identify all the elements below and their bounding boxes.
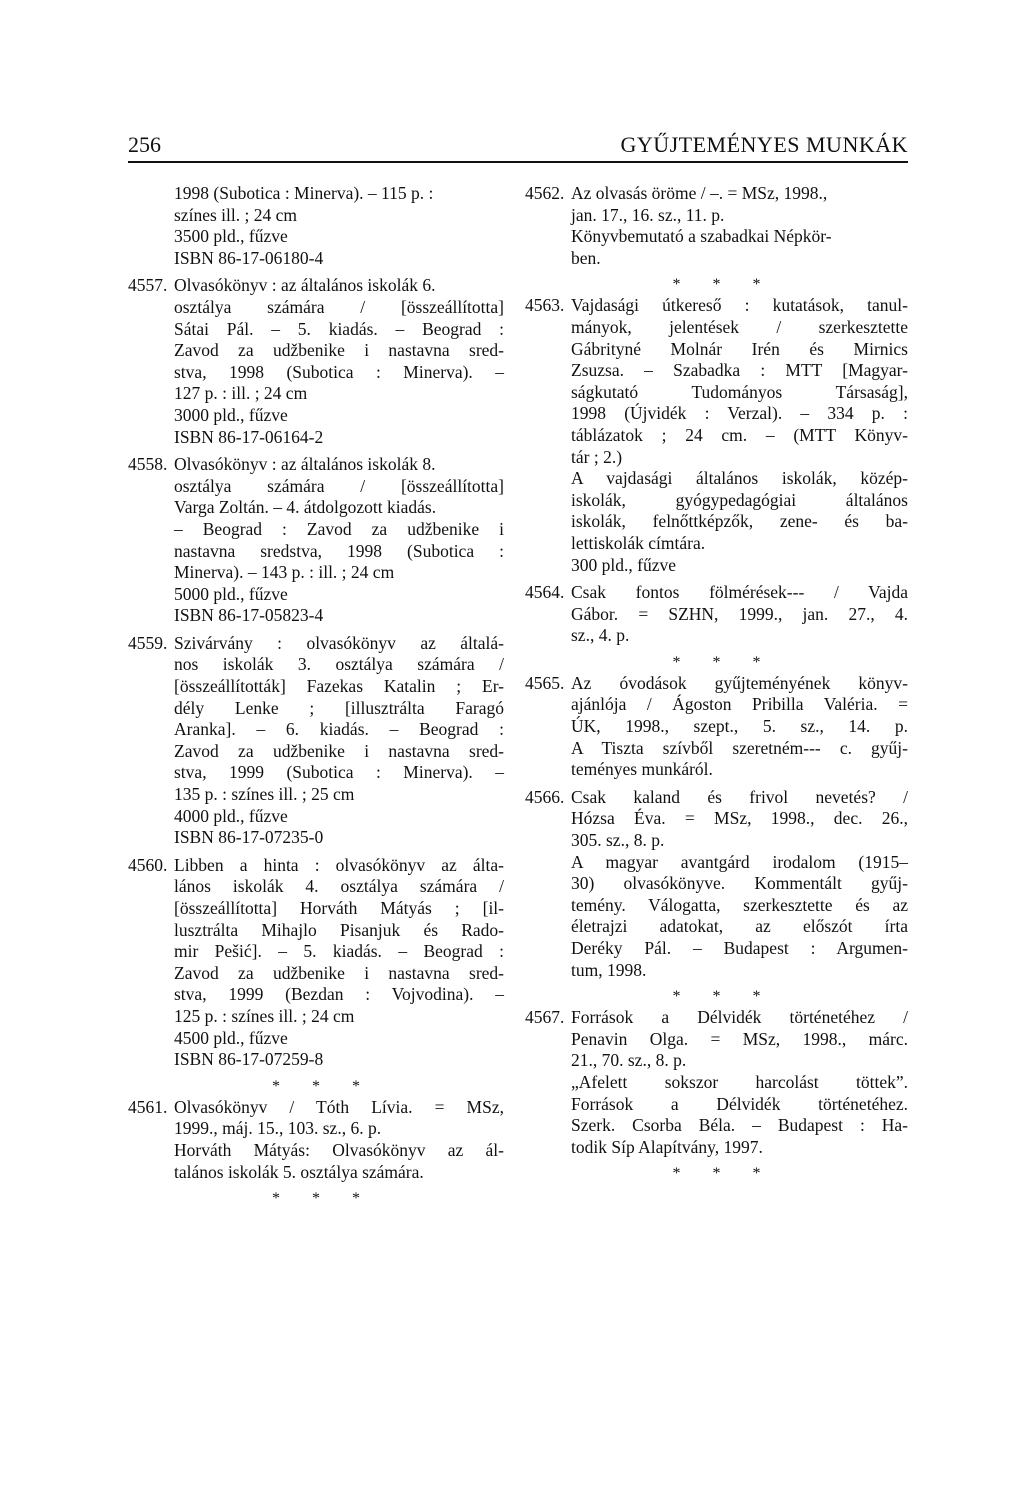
entry-line: ISBN 86-17-05823-4	[174, 605, 324, 626]
entry-line: osztálya számára / [összeállította]	[174, 296, 504, 317]
entry-line: táblázatok ; 24 cm. – (MTT Könyv-	[571, 424, 908, 445]
bibliography-entry	[128, 275, 504, 448]
bibliography-entry	[525, 673, 908, 781]
entry-line: jan. 17., 16. sz., 11. p.	[571, 204, 725, 225]
entry-number: 4561.	[128, 1096, 168, 1117]
entry-line: A magyar avantgárd irodalom (1915–	[571, 851, 908, 872]
entry-continuation	[128, 183, 504, 269]
entry-line: ISBN 86-17-06164-2	[174, 426, 324, 447]
entry-line: stva, 1998 (Subotica : Minerva). –	[174, 361, 504, 382]
entry-line: ÚK, 1998., szept., 5. sz., 14. p.	[571, 716, 908, 737]
entry-line: életrajzi adatokat, az előszót írta	[571, 916, 908, 937]
section-separator: * * *	[272, 1190, 374, 1208]
bibliography-entry	[525, 183, 908, 269]
right-column	[525, 183, 908, 1184]
entry-line: 3000 pld., fűzve	[174, 404, 288, 425]
bibliography-entry	[128, 454, 504, 627]
entry-line: Vajdasági útkereső : kutatások, tanul-	[571, 295, 908, 316]
bibliography-entry	[128, 633, 504, 849]
entry-line: tár ; 2.)	[571, 446, 623, 467]
entry-line: Szerk. Csorba Béla. – Budapest : Ha-	[571, 1115, 908, 1136]
entry-line: Horváth Mátyás: Olvasókönyv az ál-	[174, 1139, 504, 1160]
section-separator: * * *	[672, 988, 775, 1006]
entry-line: lános iskolák 4. osztálya számára /	[174, 876, 504, 897]
entry-line: Olvasókönyv : az általános iskolák 6.	[174, 275, 436, 296]
entry-line: mir Pešić]. – 5. kiadás. – Beograd :	[174, 941, 504, 962]
entry-line: Források a Délvidék történetéhez.	[571, 1093, 908, 1114]
entry-line: Sátai Pál. – 5. kiadás. – Beograd :	[174, 318, 504, 339]
bibliography-entry	[525, 787, 908, 981]
entry-line: [összeállították] Fazekas Katalin ; Er-	[174, 676, 504, 697]
entry-line: Minerva). – 143 p. : ill. ; 24 cm	[174, 562, 395, 583]
entry-line: A vajdasági általános iskolák, közép-	[571, 468, 908, 489]
header-rule	[128, 161, 908, 163]
entry-line: [összeállította] Horváth Mátyás ; [il-	[174, 898, 504, 918]
entry-line: Gábor. = SZHN, 1999., jan. 27., 4.	[571, 603, 908, 624]
entry-line: ISBN 86-17-06180-4	[174, 247, 324, 268]
entry-number: 4558.	[128, 454, 168, 475]
entry-line: Olvasókönyv / Tóth Lívia. = MSz,	[174, 1096, 504, 1117]
entry-line: „Afelett sokszor harcolást töttek”.	[571, 1071, 908, 1092]
entry-line: 4500 pld., fűzve	[174, 1027, 288, 1048]
entry-line: Zavod za udžbenike i nastavna sred-	[174, 340, 504, 361]
bibliography-entry	[525, 295, 908, 576]
entry-number: 4567.	[525, 1007, 565, 1028]
entry-number: 4563.	[525, 295, 565, 316]
entry-line: teményes munkáról.	[571, 759, 713, 780]
entry-line: Szivárvány : olvasókönyv az általá-	[174, 632, 504, 653]
entry-line: 1998 (Újvidék : Verzal). – 334 p. :	[571, 403, 908, 424]
entry-line: 5000 pld., fűzve	[174, 583, 288, 604]
entry-line: 1998 (Subotica : Minerva). – 115 p. :	[174, 183, 434, 203]
entry-line: lusztrálta Mihajlo Pisanjuk és Rado-	[174, 919, 504, 940]
entry-line: 1999., máj. 15., 103. sz., 6. p.	[174, 1118, 382, 1139]
entry-line: 305. sz., 8. p.	[571, 830, 665, 851]
entry-line: 127 p. : ill. ; 24 cm	[174, 383, 308, 404]
section-separator: * * *	[272, 1077, 374, 1095]
entry-line: 30) olvasókönyve. Kommentált gyűj-	[571, 873, 908, 894]
entry-line: 3500 pld., fűzve	[174, 226, 288, 247]
entry-line: Olvasókönyv : az általános iskolák 8.	[174, 454, 436, 475]
entry-line: Aranka]. – 6. kiadás. – Beograd :	[174, 719, 504, 740]
entry-number: 4560.	[128, 854, 168, 875]
bibliography-entry	[128, 855, 504, 1071]
entry-line: 300 pld., fűzve	[571, 554, 676, 575]
entry-line: színes ill. ; 24 cm	[174, 204, 297, 225]
entry-line: stva, 1999 (Subotica : Minerva). –	[174, 762, 504, 783]
entry-line: stva, 1999 (Bezdan : Vojvodina). –	[174, 984, 504, 1005]
entry-line: ajánlója / Ágoston Pribilla Valéria. =	[571, 694, 908, 715]
entry-line: ben.	[571, 247, 601, 268]
entry-line: ISBN 86-17-07259-8	[174, 1049, 324, 1070]
entry-line: dély Lenke ; [illusztrálta Faragó	[174, 697, 504, 718]
entry-line: mányok, jelentések / szerkesztette	[571, 316, 908, 337]
entry-line: iskolák, gyógypedagógiai általános	[571, 489, 908, 510]
entry-line: Deréky Pál. – Budapest : Argumen-	[571, 938, 908, 958]
entry-line: Források a Délvidék történetéhez /	[571, 1007, 908, 1028]
entry-line: tum, 1998.	[571, 959, 647, 980]
entry-line: nos iskolák 3. osztálya számára /	[174, 654, 504, 675]
entry-number: 4557.	[128, 275, 168, 296]
bibliography-entry	[128, 1097, 504, 1183]
bibliography-entry	[525, 1007, 908, 1158]
bibliography-entry	[525, 582, 908, 647]
entry-line: sz., 4. p.	[571, 625, 630, 646]
entry-line: Varga Zoltán. – 4. átdolgozott kiadás.	[174, 497, 437, 518]
entry-line: – Beograd : Zavod za udžbenike i	[174, 518, 504, 539]
entry-number: 4566.	[525, 786, 565, 807]
entry-line: Csak kaland és frivol nevetés? /	[571, 786, 908, 807]
entry-line: nastavna sredstva, 1998 (Subotica :	[174, 540, 504, 561]
page-number: 256	[128, 132, 161, 157]
section-separator: * * *	[672, 1165, 775, 1183]
running-title: GYŰJTEMÉNYES MUNKÁK	[620, 132, 908, 157]
entry-number: 4565.	[525, 672, 565, 693]
left-column	[128, 183, 504, 1209]
entry-line: Penavin Olga. = MSz, 1998., márc.	[571, 1028, 908, 1049]
entry-line: Gábrityné Molnár Irén és Mirnics	[571, 338, 908, 359]
entry-line: ságkutató Tudományos Társaság],	[571, 381, 908, 402]
entry-line: 21., 70. sz., 8. p.	[571, 1050, 687, 1071]
entry-line: 4000 pld., fűzve	[174, 805, 288, 826]
entry-line: todik Síp Alapítvány, 1997.	[571, 1136, 763, 1157]
entry-line: Csak fontos fölmérések--- / Vajda	[571, 582, 908, 603]
section-separator: * * *	[672, 276, 775, 294]
page-header	[128, 132, 908, 162]
entry-line: ISBN 86-17-07235-0	[174, 827, 324, 848]
entry-line: 125 p. : színes ill. ; 24 cm	[174, 1005, 355, 1026]
entry-line: lettiskolák címtára.	[571, 532, 706, 553]
entry-line: iskolák, felnőttképzők, zene- és ba-	[571, 511, 908, 532]
entry-line: Zsuzsa. – Szabadka : MTT [Magyar-	[571, 360, 908, 381]
entry-number: 4564.	[525, 582, 565, 603]
entry-line: 135 p. : színes ill. ; 25 cm	[174, 784, 355, 805]
entry-line: temény. Válogatta, szerkesztette és az	[571, 894, 908, 915]
entry-line: Zavod za udžbenike i nastavna sred-	[174, 740, 504, 761]
entry-line: Zavod za udžbenike i nastavna sred-	[174, 962, 504, 983]
entry-line: Hózsa Éva. = MSz, 1998., dec. 26.,	[571, 808, 908, 829]
entry-line: Az óvodások gyűjteményének könyv-	[571, 672, 908, 693]
entry-line: osztálya számára / [összeállította]	[174, 475, 504, 496]
entry-line: A Tiszta szívből szeretném--- c. gyűj-	[571, 737, 908, 758]
entry-line: talános iskolák 5. osztálya számára.	[174, 1161, 424, 1182]
entry-line: Libben a hinta : olvasókönyv az álta-	[174, 854, 504, 875]
entry-line: Az olvasás öröme / –. = MSz, 1998.,	[571, 183, 828, 203]
entry-line: Könyvbemutató a szabadkai Népkör-	[571, 226, 832, 247]
entry-number: 4562.	[525, 183, 565, 203]
section-separator: * * *	[672, 653, 775, 671]
entry-number: 4559.	[128, 632, 168, 653]
